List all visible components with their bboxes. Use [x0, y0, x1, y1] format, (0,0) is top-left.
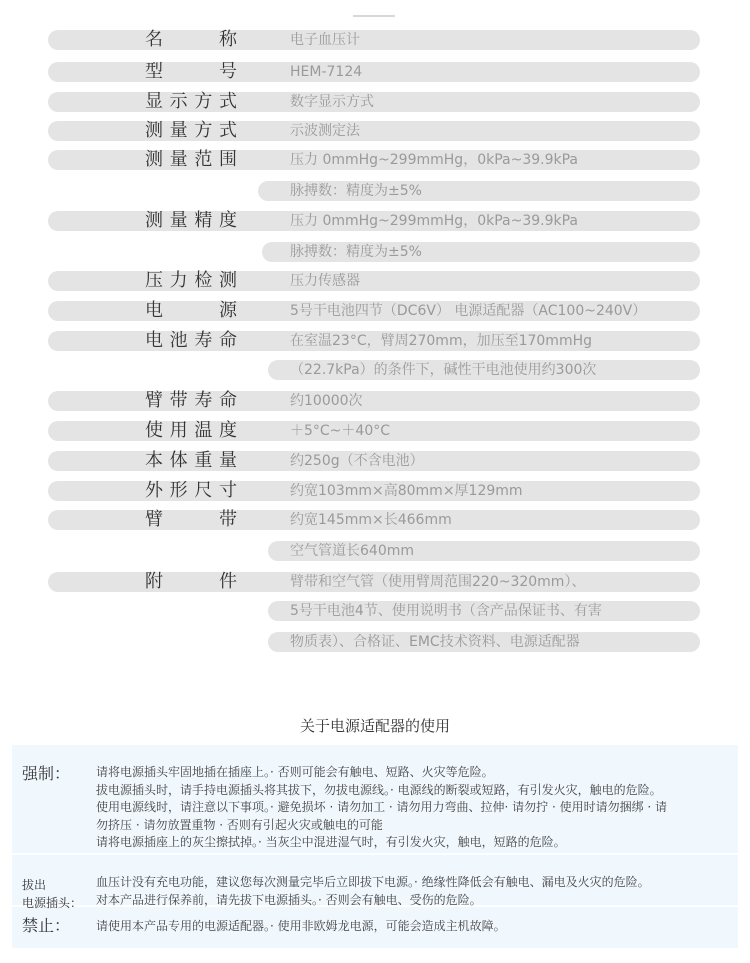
spec-value: 压力 0mmHg~299mmHg，0kPa~39.9kPa	[290, 213, 578, 229]
notice-line: 请将电源插座上的灰尘擦拭掉。· 当灰尘中混进湿气时，有引发火灾，触电，短路的危险。	[96, 835, 566, 849]
spec-value: 约10000次	[290, 393, 363, 409]
spec-label: 附件	[145, 571, 237, 592]
spec-label: 电池寿命	[145, 330, 237, 351]
spec-value: 压力传感器	[290, 273, 360, 289]
notice-line: 拔电源插头时，请手持电源插头将其拔下，勿拔电源线。· 电源线的断裂或短路，有引发火灾，触电的危险。	[96, 782, 662, 797]
spec-label: 外形尺寸	[145, 480, 237, 501]
spec-value: 空气管道长640mm	[290, 543, 414, 559]
notice-heading: 拔出 电源插头：	[22, 878, 83, 910]
notice-line: 血压计没有充电功能，建议您每次测量完毕后立即拔下电源。· 绝缘性降低会有触电、漏电及火灾的危险。	[96, 875, 650, 889]
notice-line: 请将电源插头牢固地插在插座上。· 否则可能会有触电、短路、火灾等危险。	[96, 765, 494, 779]
spec-label: 压力检测	[145, 270, 237, 291]
spec-label: 测量精度	[145, 210, 237, 231]
spec-value: 约宽103mm×高80mm×厚129mm	[290, 483, 523, 499]
notice-line: 勿挤压 · 请勿放置重物 · 否则有引起火灾或触电的可能	[96, 817, 383, 832]
spec-value: 电子血压计	[290, 32, 360, 48]
spec-value: 脉搏数：精度为±5%	[290, 183, 422, 199]
spec-label: 测量方式	[145, 120, 237, 141]
spec-value: 压力 0mmHg~299mmHg，0kPa~39.9kPa	[290, 152, 578, 168]
notice-line: 使用电源线时，请注意以下事项。· 避免损坏 · 请勿加工 · 请勿用力弯曲、拉伸· 请勿拧 · 使用时请勿捆绑 · 请	[96, 800, 668, 814]
spec-value: HEM-7124	[290, 64, 363, 80]
spec-value: （22.7kPa）的条件下，碱性干电池使用约300次	[290, 362, 597, 378]
spec-value: ＋5°C~＋40°C	[290, 423, 391, 439]
notice-line: 对本产品进行保养前，请先拔下电源插头。· 否则会有触电、受伤的危险。	[96, 892, 482, 907]
spec-value: 5号干电池四节（DC6V） 电源适配器（AC100~240V）	[290, 303, 647, 319]
spec-value: 5号干电池4节、使用说明书（含产品保证书、有害	[290, 603, 602, 619]
notice-lines	[96, 918, 506, 936]
notice-box	[12, 745, 738, 948]
spec-label: 使用温度	[145, 420, 237, 441]
notice-lines	[96, 764, 667, 852]
notice-line: 请使用本产品专用的电源适配器。· 使用非欧姆龙电源，可能会造成主机故障。	[96, 919, 506, 933]
spec-value: 约250g（不含电池）	[290, 453, 424, 469]
spec-value: 数字显示方式	[290, 94, 374, 110]
spec-label: 名称	[145, 29, 237, 50]
spec-value: 物质表）、合格证、EMC技术资料、电源适配器	[290, 634, 580, 650]
notice-section	[12, 853, 738, 910]
spec-label: 本体重量	[145, 450, 237, 471]
spec-value: 约宽145mm×长466mm	[290, 512, 452, 528]
notice-title: 关于电源适配器的使用	[299, 717, 450, 735]
spec-label: 测量范围	[145, 149, 237, 170]
notice-heading: 禁止：	[22, 916, 71, 935]
spec-label: 电源	[145, 300, 237, 321]
spec-label: 显示方式	[145, 91, 237, 112]
spec-value: 示波测定法	[290, 123, 360, 139]
spec-value: 在室温23°C，臂周270mm，加压至170mmHg	[290, 333, 592, 349]
notice-section	[12, 905, 738, 948]
notice-heading: 强制：	[22, 764, 71, 783]
divider	[353, 15, 395, 17]
spec-value: 臂带和空气管（使用臂周范围220~320mm）、	[290, 574, 586, 590]
spec-label: 型号	[145, 61, 237, 82]
spec-label: 臂带	[145, 509, 237, 530]
spec-label: 臂带寿命	[145, 390, 237, 411]
notice-section	[12, 745, 738, 855]
notice-lines	[96, 874, 650, 909]
spec-value: 脉搏数：精度为±5%	[290, 244, 422, 260]
